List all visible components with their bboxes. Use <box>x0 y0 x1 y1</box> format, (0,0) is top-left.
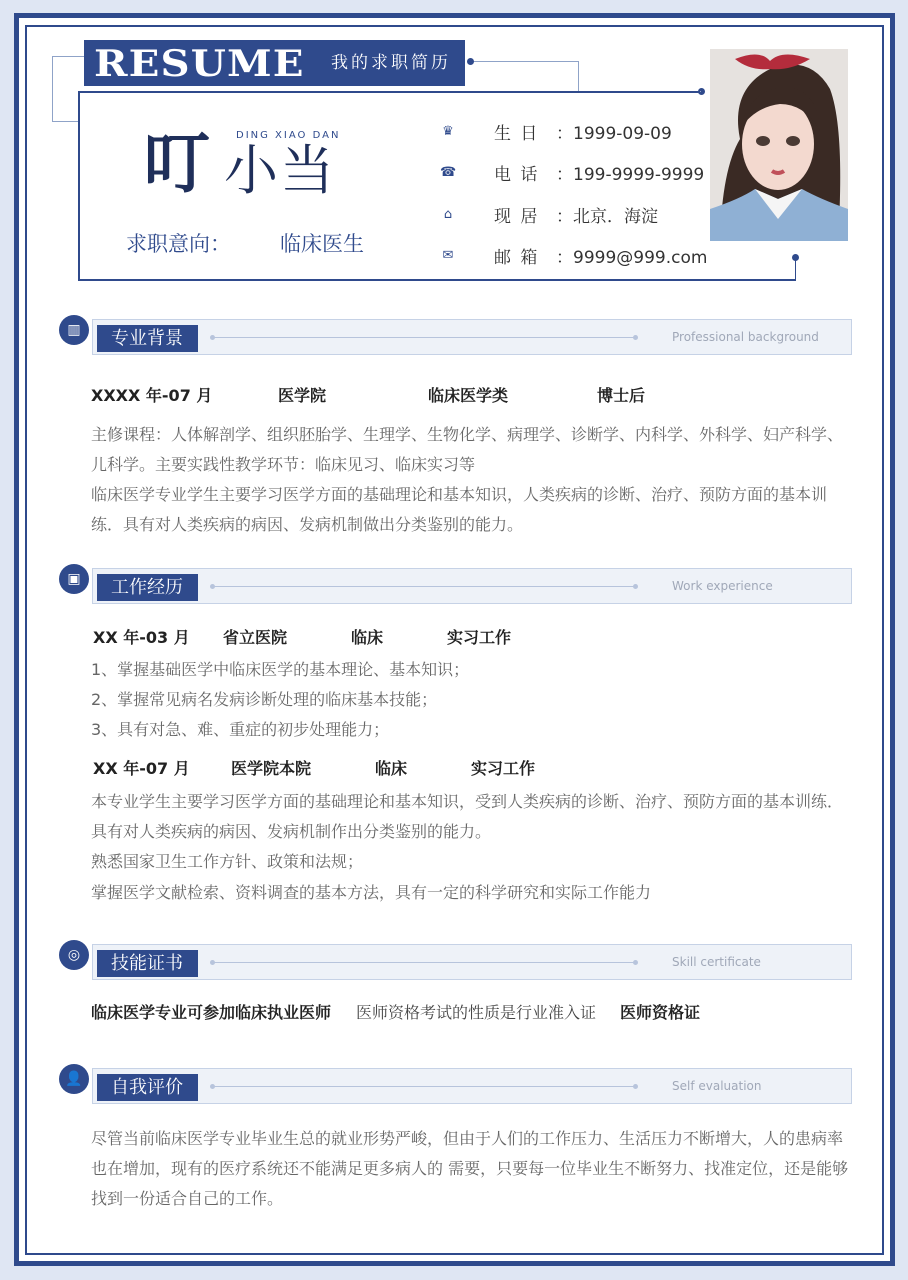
job-intent-value: 临床医生 <box>280 232 364 256</box>
job1-date: XX 年-03 月 <box>93 628 190 647</box>
home-icon: ⌂ <box>443 206 453 222</box>
connector-dot <box>467 58 474 65</box>
resume-subtitle: 我的求职简历 <box>331 53 451 73</box>
connector-line <box>52 121 79 122</box>
section-title-en: Skill certificate <box>672 955 761 969</box>
person-icon: 👤 <box>59 1064 89 1094</box>
connector-line <box>470 61 578 62</box>
name-surname: 叮 <box>144 125 210 202</box>
connector-line <box>795 258 796 280</box>
job2-research: 掌握医学文献检索、资料调查的基本方法，具有一定的科学研究和实际工作能力 <box>91 883 652 902</box>
birthday-icon: ♛ <box>442 123 454 139</box>
job-intent-label: 求职意向： <box>126 232 231 256</box>
info-address <box>440 201 658 227</box>
section-rule <box>212 962 636 963</box>
job2-dept: 临床 <box>375 759 408 778</box>
edu-courses: 主修课程：人体解剖学、组织胚胎学、生理学、生物化学、病理学、诊断学、内科学、外科学、妇产科学、儿科学。主要实践性教学环节：临床见习、临床实习等 <box>91 425 844 474</box>
job2-employer: 医学院本院 <box>231 759 312 778</box>
info-label: 现 居 <box>494 206 540 227</box>
connector-dot <box>792 254 799 261</box>
edu-description: 临床医学专业学生主要学习医学方面的基础理论和基本知识，人类疾病的诊断、治疗、预防方面的基本训练．具有对人类疾病的病因、发病机制做出分类鉴别的能力。 <box>91 485 828 534</box>
section-title-education: 专业背景 <box>97 325 198 352</box>
section-rule <box>212 337 636 338</box>
job1-item: 2、掌握常见病名发病诊断处理的临床基本技能； <box>91 690 438 709</box>
briefcase-icon: ▣ <box>59 564 89 594</box>
info-birthday <box>440 118 672 144</box>
connector-line <box>52 56 84 57</box>
job2-policy: 熟悉国家卫生工作方针、政策和法规； <box>91 852 364 871</box>
job2-date: XX 年-07 月 <box>93 759 190 778</box>
job1-role: 实习工作 <box>447 628 512 647</box>
info-value: ：199-9999-9999 <box>556 164 705 185</box>
info-label: 邮 箱 <box>494 247 540 268</box>
section-title-skills: 技能证书 <box>97 950 198 977</box>
section-rule <box>212 586 636 587</box>
section-title-work: 工作经历 <box>97 574 198 601</box>
skill-item: 医师资格考试的性质是行业准入证 <box>356 1003 597 1022</box>
self-evaluation-text: 尽管当前临床医学专业毕业生总的就业形势严峻，但由于人们的工作压力、生活压力不断增大，人的患病率也在增加，现有的医疗系统还不能满足更多病人的 需要，只要每一位毕业生不断努力、找准定位，还是能够找到一份适合自己的工作。 <box>91 1129 849 1208</box>
job1-employer: 省立医院 <box>223 628 288 647</box>
connector-line <box>578 61 579 92</box>
edu-date: XXXX 年-07 月 <box>91 386 213 405</box>
books-icon: ▥ <box>59 315 89 345</box>
resume-title: RESUME <box>94 43 305 85</box>
info-value: ：北京．海淀 <box>556 206 658 227</box>
section-rule <box>212 1086 636 1087</box>
edu-degree: 博士后 <box>597 386 646 405</box>
phone-icon: ☎ <box>440 164 457 180</box>
info-value: ：1999-09-09 <box>556 123 672 144</box>
section-title-en: Self evaluation <box>672 1079 762 1093</box>
info-label: 生 日 <box>494 123 540 144</box>
job2-role: 实习工作 <box>471 759 536 778</box>
section-title-en: Professional background <box>672 330 819 344</box>
job1-dept: 临床 <box>351 628 384 647</box>
skill-item: 临床医学专业可参加临床执业医师 <box>91 1003 332 1022</box>
job1-item: 3、具有对急、难、重症的初步处理能力； <box>91 720 390 739</box>
info-label: 电 话 <box>494 164 540 185</box>
profile-photo <box>710 49 848 241</box>
info-phone <box>440 159 704 185</box>
connector-line <box>700 279 796 281</box>
connector-line <box>700 91 701 92</box>
target-icon: ◎ <box>59 940 89 970</box>
info-value: ：9999@999.com <box>556 247 708 268</box>
name-pinyin: DING XIAO DAN <box>236 130 341 141</box>
section-title-en: Work experience <box>672 579 773 593</box>
edu-school: 医学院 <box>278 386 327 405</box>
skill-item: 医师资格证 <box>620 1003 701 1022</box>
name-given: 小当 <box>224 139 336 202</box>
job2-description: 本专业学生主要学习医学方面的基础理论和基本知识，受到人类疾病的诊断、治疗、预防方面的基本训练．具有对人类疾病的病因、发病机制作出分类鉴别的能力。 <box>91 792 844 841</box>
section-title-self: 自我评价 <box>97 1074 198 1101</box>
resume-banner <box>84 40 465 86</box>
edu-major: 临床医学类 <box>428 386 509 405</box>
info-email <box>440 242 707 268</box>
connector-line <box>52 56 53 122</box>
mail-icon: ✉ <box>442 247 454 263</box>
job1-item: 1、掌握基础医学中临床医学的基本理论、基本知识； <box>91 660 470 679</box>
